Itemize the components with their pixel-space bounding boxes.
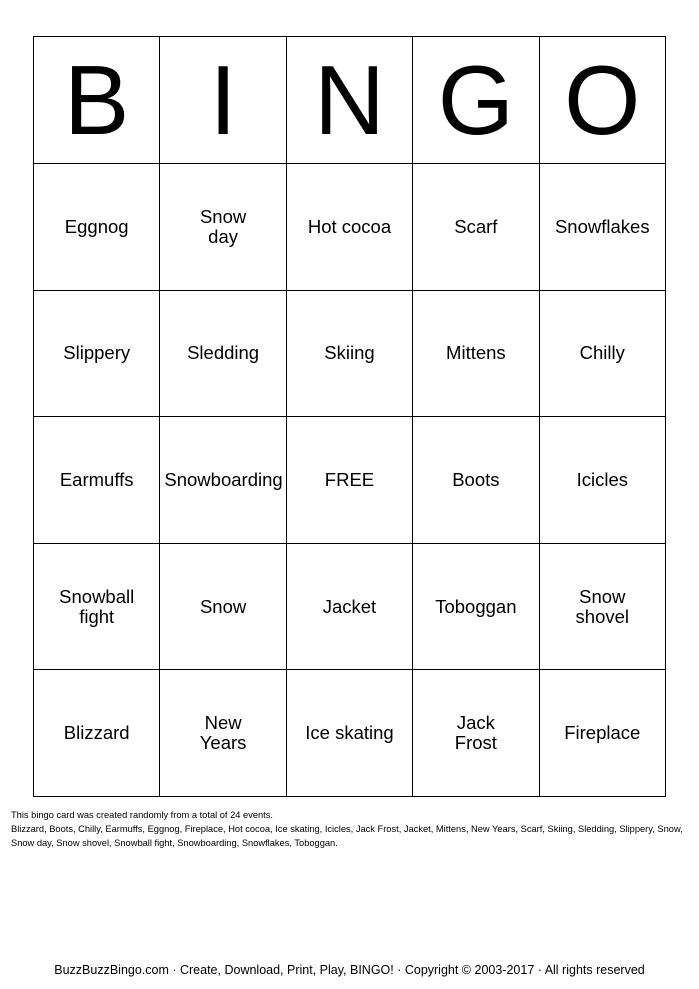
header-letter-g: G: [413, 37, 539, 164]
cell-line: Hot cocoa: [307, 215, 392, 237]
cell-line: FREE: [324, 469, 375, 490]
notes-summary: This bingo card was created randomly from a total of 24 events.: [11, 810, 273, 820]
cell-line: Mittens: [446, 342, 506, 364]
cell-line: Jack: [456, 712, 495, 734]
header-letter-i: I: [160, 37, 286, 164]
cell-line: day: [208, 225, 238, 247]
cell-line: Boots: [452, 469, 500, 490]
page-footer: BuzzBuzzBingo.com · Create, Download, Print, Play, BINGO! · Copyright © 2003-2017 · All rights reserved: [54, 963, 645, 977]
bingo-cell: [34, 543, 160, 670]
cell-line: Chilly: [579, 342, 625, 364]
header-letter-o: O: [539, 37, 665, 164]
cell-line: Snowflakes: [554, 215, 650, 237]
cell-line: Slippery: [63, 342, 131, 364]
cell-line: Frost: [454, 732, 497, 754]
bingo-row-2: [34, 290, 666, 417]
bingo-row-4: [34, 543, 666, 670]
bingo-cell: [286, 543, 412, 670]
bingo-cell: [539, 670, 665, 797]
cell-line: New: [204, 712, 242, 734]
cell-line: Snowball: [59, 585, 135, 607]
bingo-cell: [286, 290, 412, 417]
cell-line: Earmuffs: [59, 469, 134, 490]
free-space-cell: [286, 417, 412, 544]
cell-line: Icicles: [576, 469, 628, 490]
bingo-cell: [160, 164, 286, 291]
cell-line: Jacket: [322, 595, 377, 617]
bingo-row-1: [34, 164, 666, 291]
bingo-cell: [413, 670, 539, 797]
header-letter-n: N: [286, 37, 412, 164]
cell-line: Sledding: [187, 342, 260, 364]
bingo-row-5: [34, 670, 666, 797]
cell-line: Blizzard: [63, 722, 130, 744]
cell-line: Years: [199, 732, 247, 754]
cell-line: Snowboarding: [164, 469, 283, 490]
cell-line: Snow: [199, 595, 247, 617]
card-notes: [11, 808, 691, 850]
bingo-cell: [539, 543, 665, 670]
cell-line: Ice skating: [305, 722, 394, 744]
bingo-cell: [34, 670, 160, 797]
cell-line: Toboggan: [435, 595, 517, 617]
notes-event-list: Blizzard, Boots, Chilly, Earmuffs, Eggnog, Fireplace, Hot cocoa, Ice skating, Icicles, Jack Frost, Jacket, Mittens, New Years, Scarf, Skiing, Sledding, Slippery, Snow, Snow day, Snow shovel, Snowball fight, Snowboarding, Snowflakes, Toboggan.: [11, 824, 683, 848]
cell-line: Eggnog: [64, 215, 129, 237]
cell-line: Scarf: [454, 215, 498, 237]
bingo-cell: [413, 543, 539, 670]
bingo-cell: [413, 290, 539, 417]
header-letter-b: B: [34, 37, 160, 164]
cell-line: shovel: [575, 605, 630, 627]
bingo-cell: [160, 543, 286, 670]
bingo-cell: [34, 417, 160, 544]
cell-line: Snow: [199, 205, 247, 227]
bingo-row-3: [34, 417, 666, 544]
cell-line: Snow: [579, 585, 626, 607]
bingo-cell: [413, 164, 539, 291]
bingo-cell: [34, 290, 160, 417]
bingo-cell: [160, 290, 286, 417]
bingo-cell: [286, 670, 412, 797]
bingo-cell: [160, 670, 286, 797]
cell-line: Fireplace: [564, 722, 641, 744]
bingo-header-row: [34, 37, 666, 164]
bingo-cell: [34, 164, 160, 291]
bingo-cell: [413, 417, 539, 544]
bingo-cell: [160, 417, 286, 544]
bingo-cell: [286, 164, 412, 291]
bingo-card: [33, 36, 666, 797]
cell-line: Skiing: [324, 342, 375, 364]
cell-line: fight: [79, 605, 115, 627]
bingo-cell: [539, 417, 665, 544]
bingo-cell: [539, 164, 665, 291]
bingo-cell: [539, 290, 665, 417]
